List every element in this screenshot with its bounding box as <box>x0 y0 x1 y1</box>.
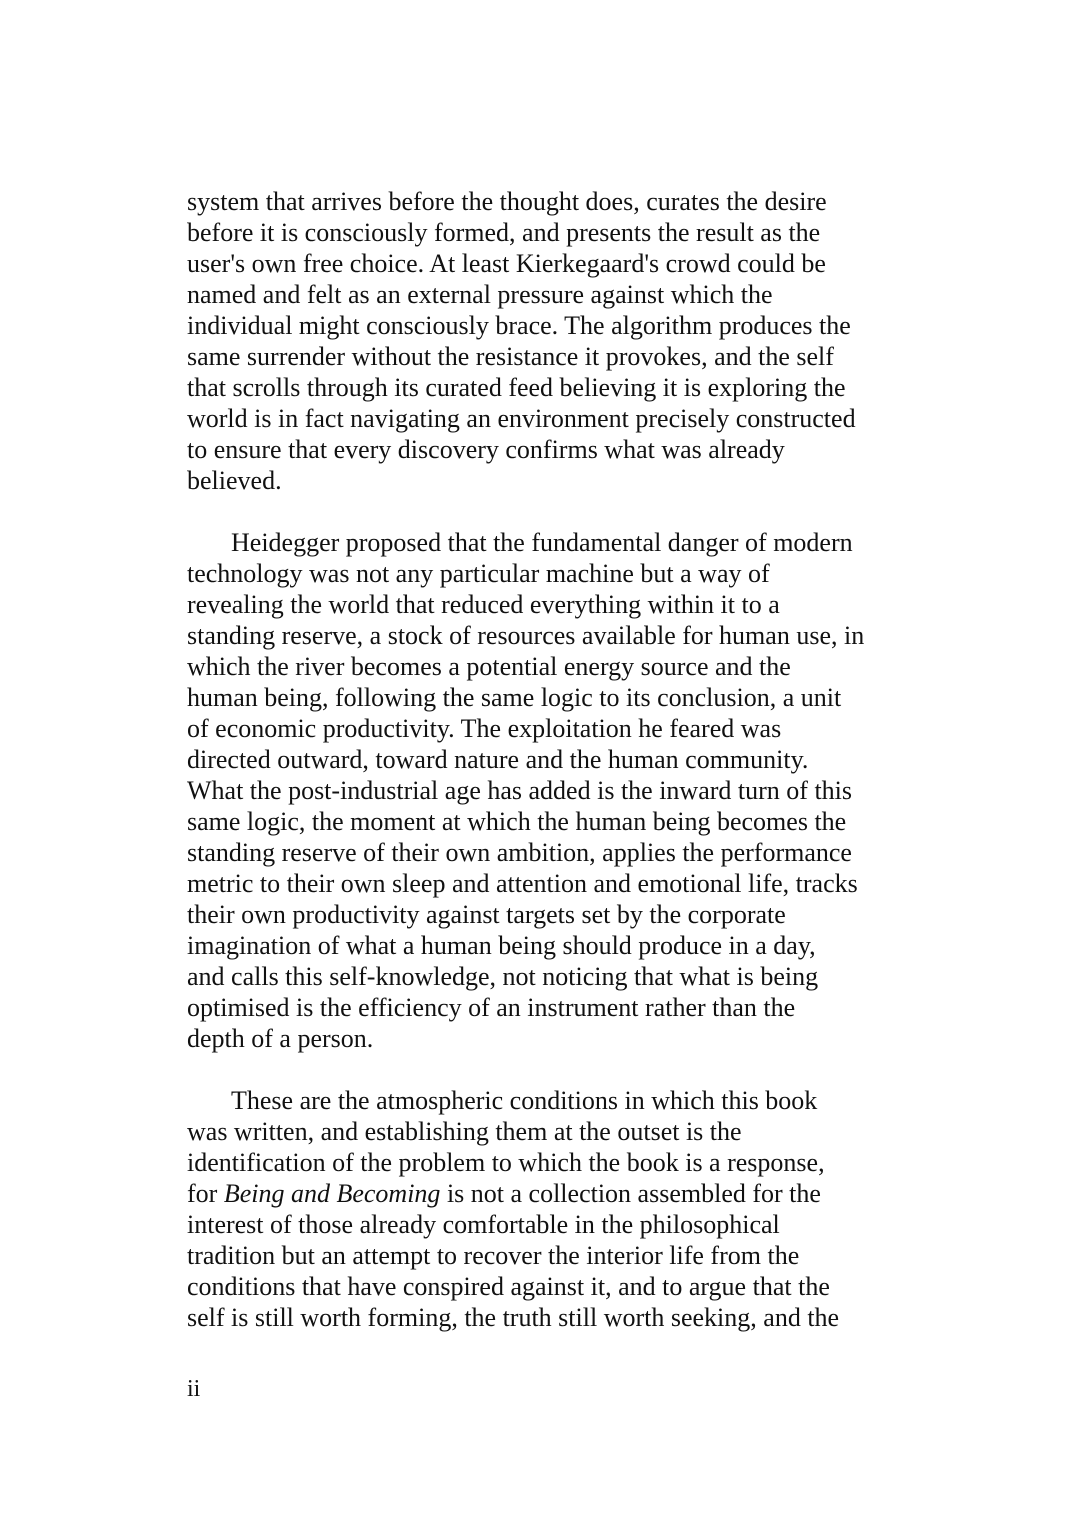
text-line: believed. <box>187 466 282 495</box>
text-line: directed outward, toward nature and the human community. <box>187 745 809 774</box>
text-line: metric to their own sleep and attention and emotional life, tracks <box>187 869 858 898</box>
paragraph-1 <box>187 186 907 496</box>
text-line: technology was not any particular machine but a way of <box>187 559 770 588</box>
paragraph-spacer <box>187 1054 907 1085</box>
text-line: named and felt as an external pressure against which the <box>187 280 773 309</box>
text-line: conditions that have conspired against it, and to argue that the <box>187 1272 830 1301</box>
text-line: These are the atmospheric conditions in which this book <box>231 1086 818 1115</box>
text-line: identification of the problem to which the book is a response, <box>187 1148 825 1177</box>
text-line-with-title <box>187 1178 907 1209</box>
text-line: same logic, the moment at which the human being becomes the <box>187 807 847 836</box>
text-line: standing reserve, a stock of resources available for human use, in <box>187 621 865 650</box>
paragraph-2 <box>187 527 907 1054</box>
text-line: to ensure that every discovery confirms what was already <box>187 435 785 464</box>
body-text <box>187 186 907 1333</box>
paragraph-3 <box>187 1085 907 1333</box>
text-line: which the river becomes a potential energy source and the <box>187 652 791 681</box>
text-line: optimised is the efficiency of an instrument rather than the <box>187 993 796 1022</box>
text-line: user's own free choice. At least Kierkegaard's crowd could be <box>187 249 826 278</box>
text-line: their own productivity against targets set by the corporate <box>187 900 786 929</box>
text-line: Heidegger proposed that the fundamental danger of modern <box>231 528 853 557</box>
text-line: tradition but an attempt to recover the interior life from the <box>187 1241 800 1270</box>
text-line: that scrolls through its curated feed believing it is exploring the <box>187 373 846 402</box>
book-title: Being and Becoming <box>223 1179 441 1208</box>
text-line: world is in fact navigating an environment precisely constructed <box>187 404 856 433</box>
text-line: before it is consciously formed, and presents the result as the <box>187 218 821 247</box>
text-line: individual might consciously brace. The algorithm produces the <box>187 311 851 340</box>
text-line: same surrender without the resistance it provokes, and the self <box>187 342 834 371</box>
text-fragment: is not a collection assembled for the <box>440 1179 821 1208</box>
text-fragment: for <box>187 1179 224 1208</box>
text-line: self is still worth forming, the truth still worth seeking, and the <box>187 1303 840 1332</box>
text-line: interest of those already comfortable in the philosophical <box>187 1210 780 1239</box>
page-number: ii <box>187 1376 201 1402</box>
text-line: of economic productivity. The exploitation he feared was <box>187 714 782 743</box>
text-line: human being, following the same logic to its conclusion, a unit <box>187 683 842 712</box>
text-line: imagination of what a human being should produce in a day, <box>187 931 816 960</box>
text-line: revealing the world that reduced everything within it to a <box>187 590 780 619</box>
text-line: standing reserve of their own ambition, applies the performance <box>187 838 852 867</box>
text-line: system that arrives before the thought does, curates the desire <box>187 187 827 216</box>
text-line: depth of a person. <box>187 1024 374 1053</box>
text-line: was written, and establishing them at the outset is the <box>187 1117 742 1146</box>
text-line: and calls this self-knowledge, not noticing that what is being <box>187 962 819 991</box>
paragraph-spacer <box>187 496 907 527</box>
text-line: What the post-industrial age has added is the inward turn of this <box>187 776 853 805</box>
